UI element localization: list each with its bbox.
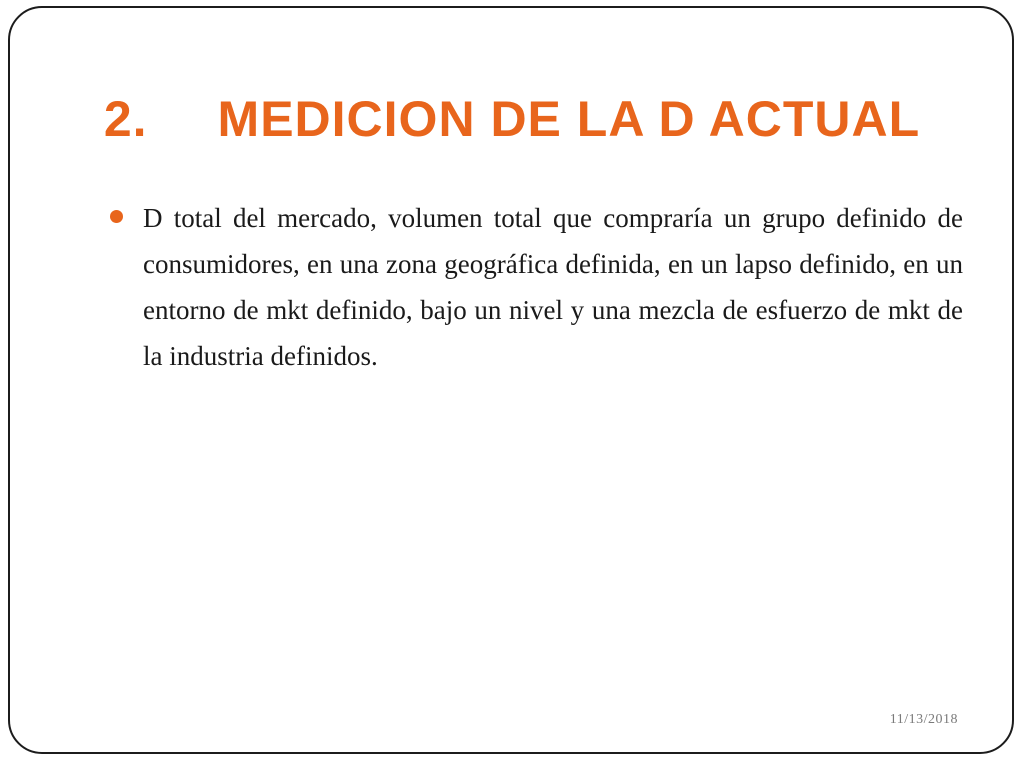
bullet-text: D total del mercado, volumen total que compraría un grupo definido de consumidores, en una zona geográfica definida, en un lapso definido, en un entorno de mkt definido, bajo un nivel y una mezcla de esfuerzo de mkt de la industria definidos. (143, 203, 963, 371)
list-item (107, 195, 963, 379)
slide-date: 11/13/2018 (889, 712, 958, 727)
title-text: MEDICION DE LA D ACTUAL (217, 91, 921, 147)
title-number: 2. (103, 91, 148, 147)
bullet-list (107, 195, 963, 379)
slide-title (0, 82, 1024, 156)
bullet-dot-icon (110, 210, 123, 223)
